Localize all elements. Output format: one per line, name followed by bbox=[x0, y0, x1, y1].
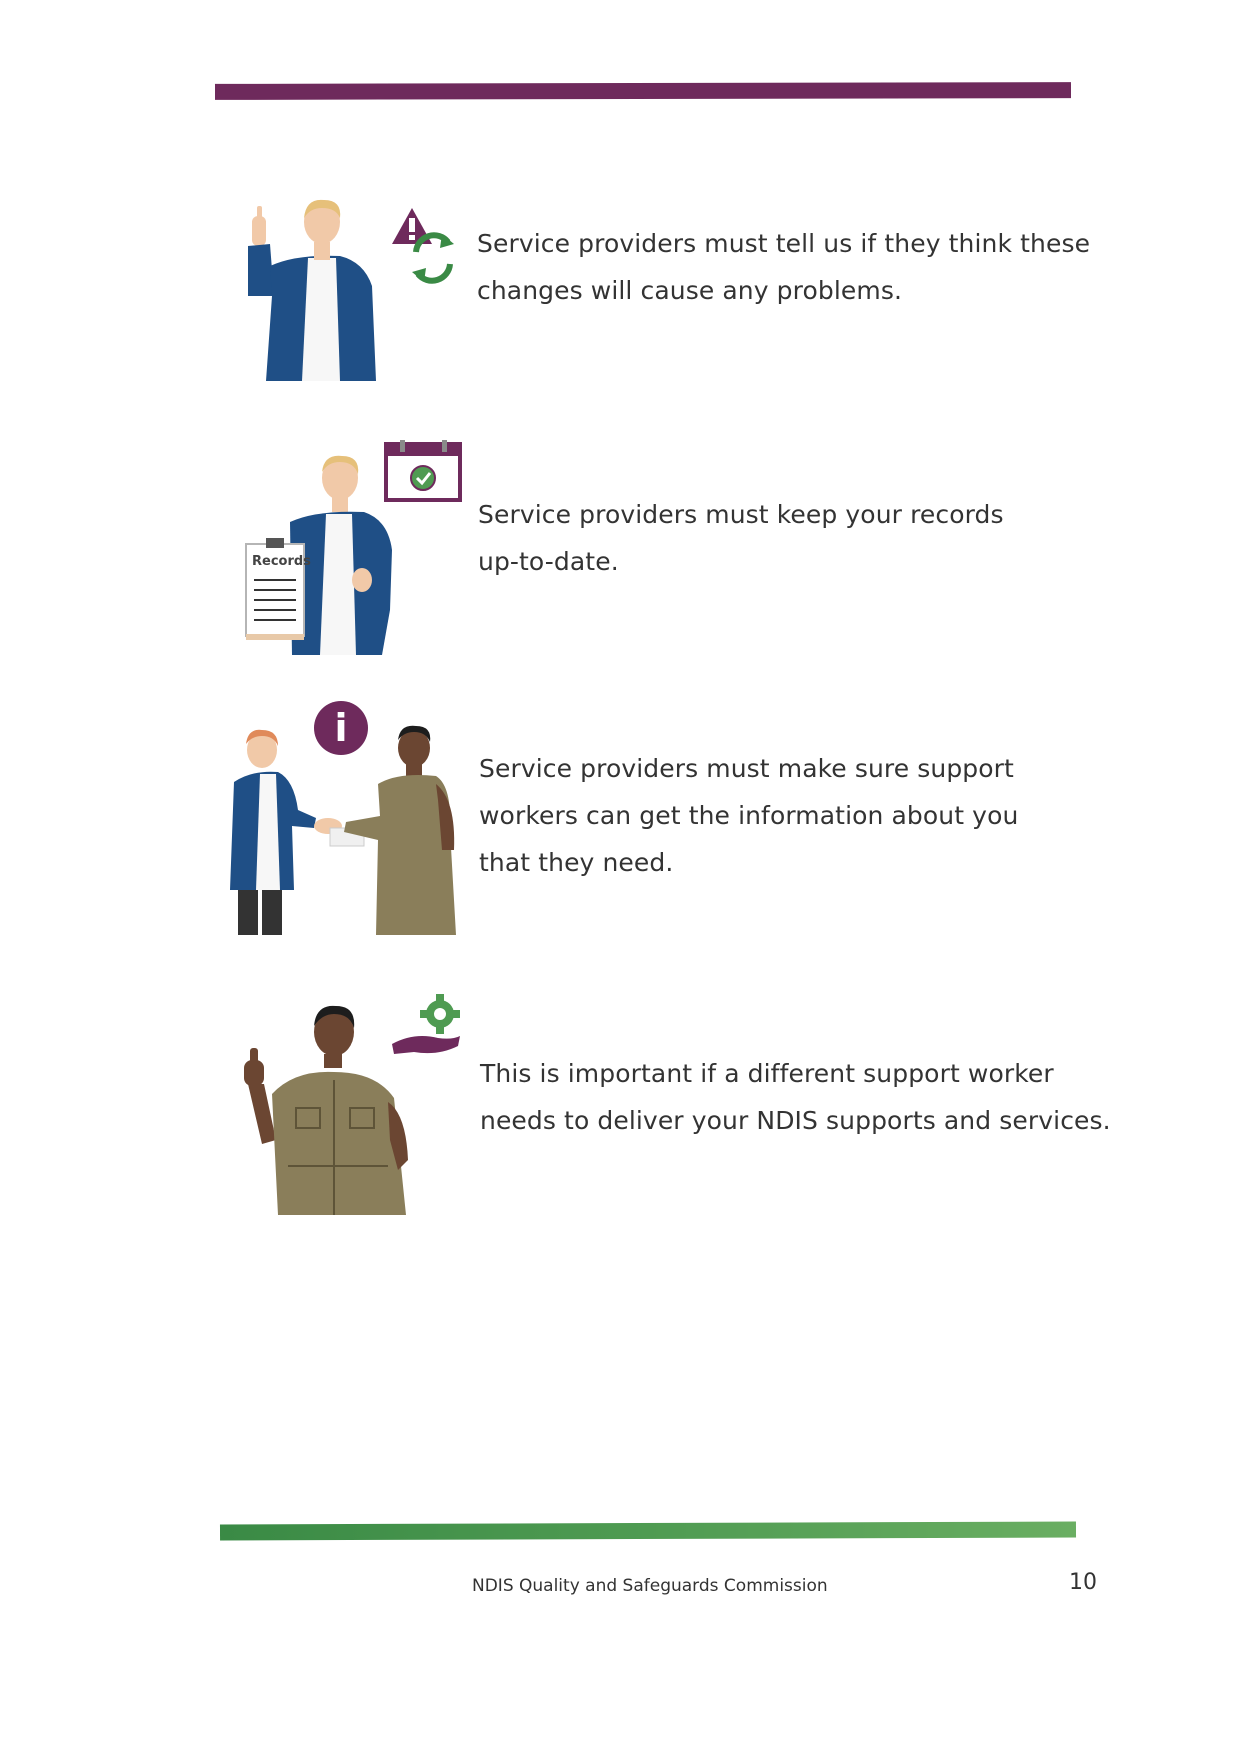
top-divider-bar bbox=[215, 82, 1071, 100]
calendar-check-icon bbox=[386, 440, 460, 500]
item-text-line: changes will cause any problems. bbox=[477, 276, 902, 305]
item-text-line: that they need. bbox=[479, 848, 674, 877]
handshake-illustration bbox=[228, 700, 466, 935]
person-pointing-illustration bbox=[236, 196, 466, 381]
page-number: 10 bbox=[1069, 1570, 1097, 1595]
item-text-line: workers can get the information about you bbox=[479, 801, 1019, 830]
item-text-line: This is important if a different support worker bbox=[480, 1059, 1054, 1088]
item-text-line: up-to-date. bbox=[478, 547, 619, 576]
person-with-records-illustration bbox=[242, 440, 464, 655]
item-text-line: Service providers must keep your records bbox=[478, 500, 1004, 529]
records-label: Records bbox=[252, 554, 311, 569]
footer-title: NDIS Quality and Safeguards Commission bbox=[472, 1576, 828, 1596]
hand-with-gear-icon bbox=[392, 994, 460, 1054]
bottom-divider-bar bbox=[220, 1522, 1076, 1541]
item-text-line: Service providers must tell us if they think these bbox=[477, 229, 1091, 258]
info-icon bbox=[314, 701, 368, 755]
item-text-line: Service providers must make sure support bbox=[479, 754, 1014, 783]
records-clipboard-icon bbox=[246, 538, 311, 640]
item-text-line: needs to deliver your NDIS supports and services. bbox=[480, 1106, 1111, 1135]
person-thumbs-up-illustration bbox=[238, 990, 466, 1215]
info-glyph: i bbox=[334, 706, 348, 750]
